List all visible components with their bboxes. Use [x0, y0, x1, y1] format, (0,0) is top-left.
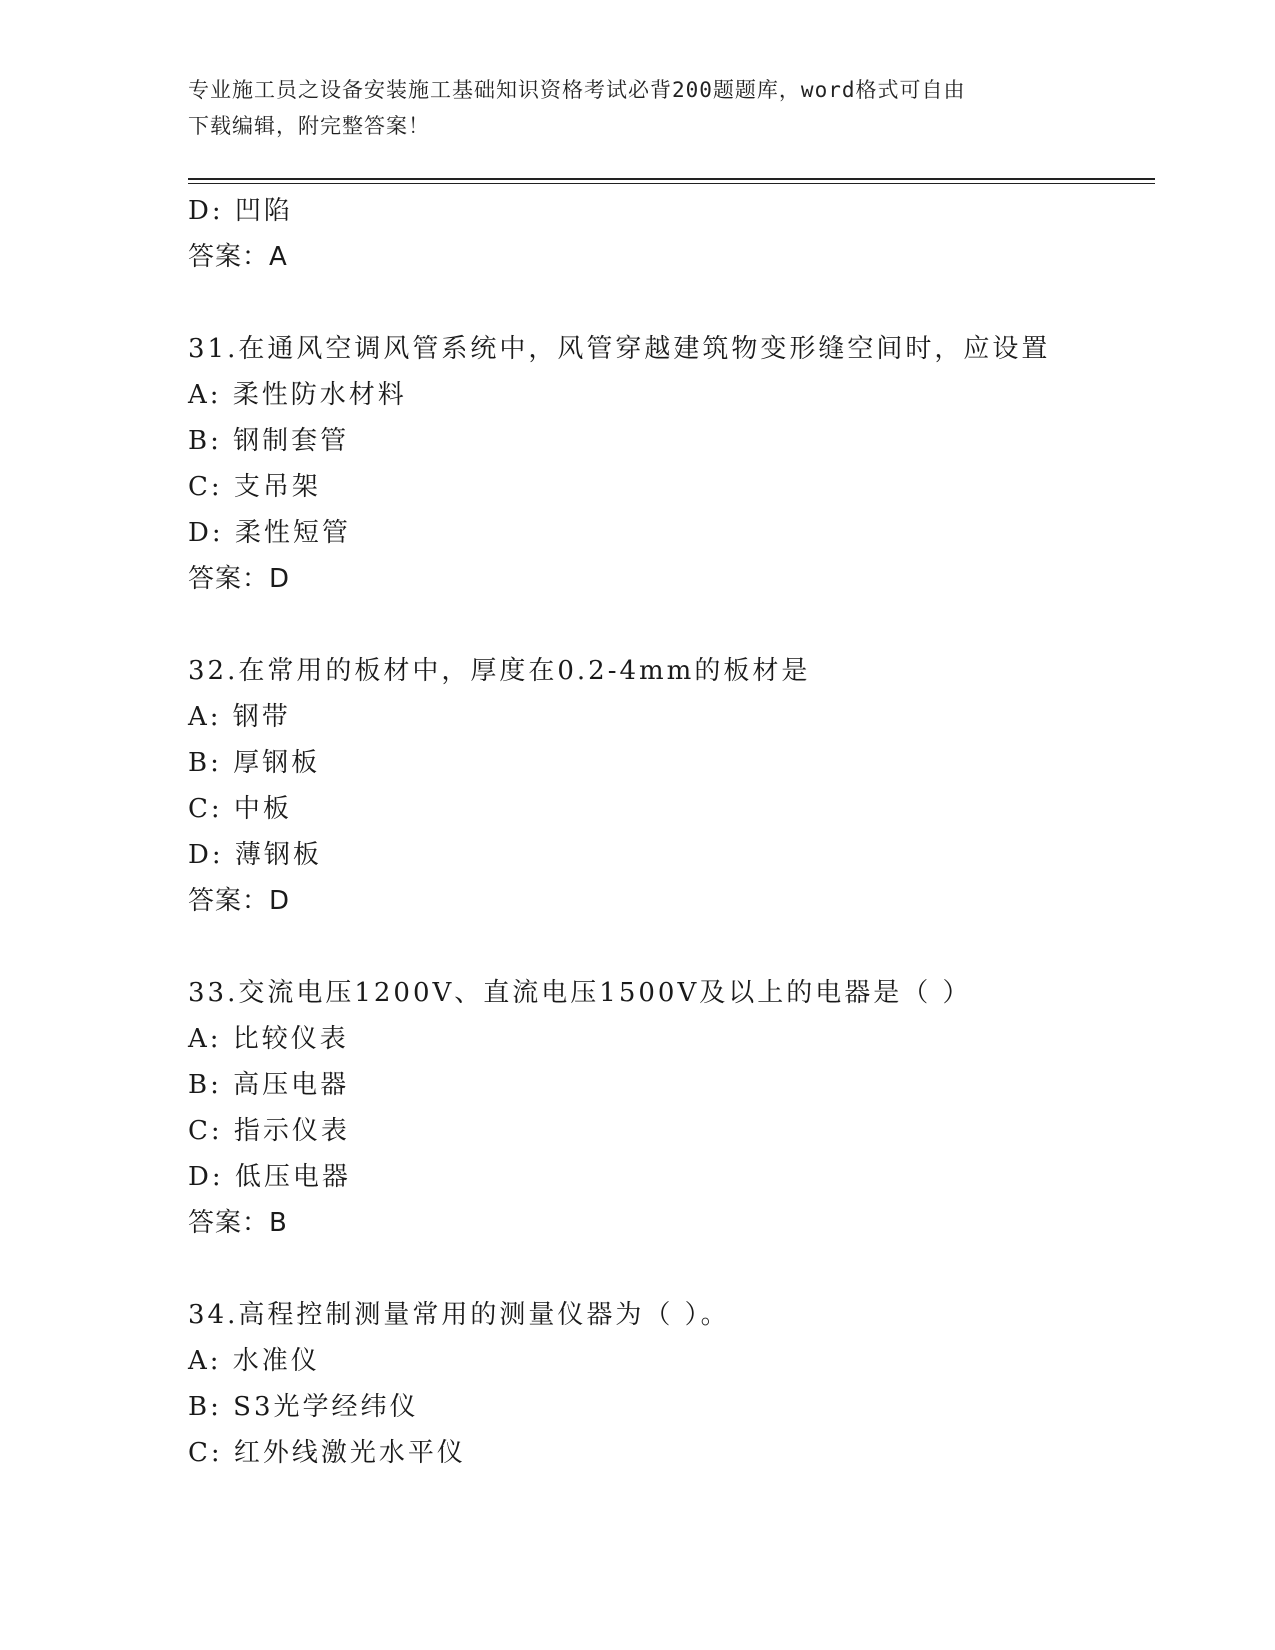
header-divider-thin [188, 183, 1155, 184]
option-c: C: 中板 [188, 794, 292, 824]
question-title: 34.高程控制测量常用的测量仪器为（ ）。 [188, 1300, 730, 1330]
spacer [188, 280, 1148, 326]
document-header [188, 72, 1088, 144]
header-line-1: 专业施工员之设备安装施工基础知识资格考试必背200题题库，word格式可自由 [188, 78, 966, 102]
option-d: D: 薄钢板 [188, 840, 322, 870]
spacer [188, 924, 1148, 970]
question-title: 31.在通风空调风管系统中，风管穿越建筑物变形缝空间时，应设置 [188, 334, 1051, 364]
answer: 答案：A [188, 242, 288, 272]
question-title: 33.交流电压1200V、直流电压1500V及以上的电器是（ ） [188, 978, 972, 1008]
option-c: C: 红外线激光水平仪 [188, 1438, 466, 1468]
header-line-2: 下载编辑，附完整答案！ [188, 114, 430, 138]
answer: 答案：B [188, 1208, 288, 1238]
option-b: B: 高压电器 [188, 1070, 350, 1100]
question-32 [188, 648, 1148, 924]
option-d: D: 柔性短管 [188, 518, 351, 548]
option-b: B: S3光学经纬仪 [188, 1392, 419, 1422]
question-34 [188, 1292, 1148, 1476]
option-a: A: 比较仪表 [188, 1024, 349, 1054]
option-b: B: 钢制套管 [188, 426, 350, 456]
option-d: D: 凹陷 [188, 196, 293, 226]
option-a: A: 钢带 [188, 702, 291, 732]
question-33 [188, 970, 1148, 1246]
spacer [188, 1246, 1148, 1292]
option-d: D: 低压电器 [188, 1162, 351, 1192]
answer: 答案：D [188, 886, 291, 916]
header-divider-thick [188, 178, 1155, 180]
spacer [188, 602, 1148, 648]
option-c: C: 指示仪表 [188, 1116, 350, 1146]
question-title: 32.在常用的板材中，厚度在0.2-4mm的板材是 [188, 656, 811, 686]
option-b: B: 厚钢板 [188, 748, 321, 778]
option-a: A: 柔性防水材料 [188, 380, 407, 410]
answer: 答案：D [188, 564, 291, 594]
option-c: C: 支吊架 [188, 472, 321, 502]
option-a: A: 水准仪 [188, 1346, 320, 1376]
question-31 [188, 326, 1148, 602]
document-body [188, 188, 1148, 1476]
